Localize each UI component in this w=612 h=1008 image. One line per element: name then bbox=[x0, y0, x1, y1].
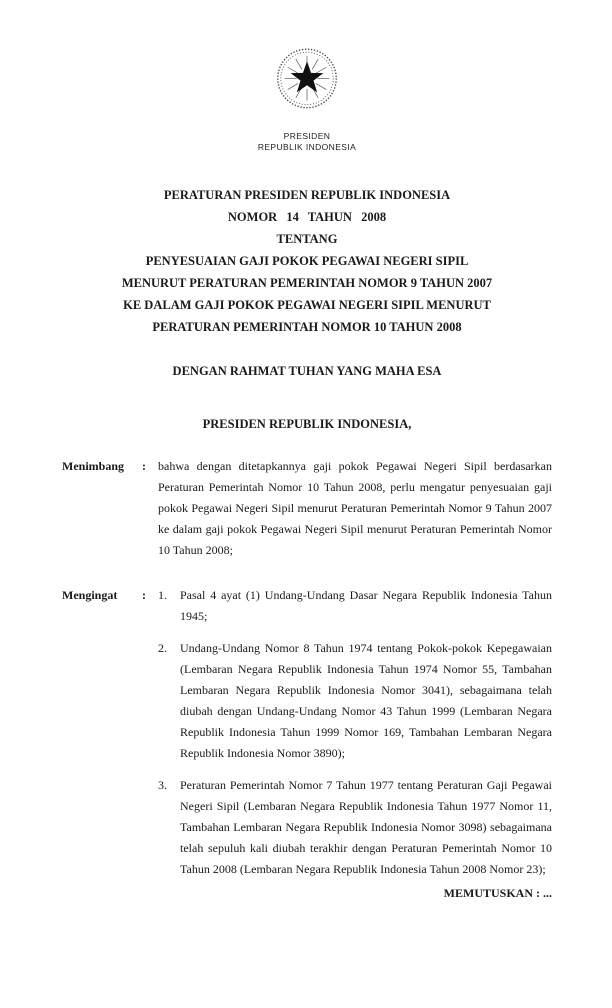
title-line-subject-2: MENURUT PERATURAN PEMERINTAH NOMOR 9 TAHUN 2007 bbox=[121, 275, 493, 290]
invocation-line: DENGAN RAHMAT TUHAN YANG MAHA ESA bbox=[172, 363, 442, 378]
mengingat-item-1-text: Pasal 4 ayat (1) Undang-Undang Dasar Negara Republik Indonesia Tahun 1945; bbox=[180, 587, 552, 623]
menimbang-text: bahwa dengan ditetapkannya gaji pokok Pegawai Negeri Sipil berdasarkan Peraturan Pemerintah Nomor 10 Tahun 2008, perlu mengatur penyesuaian gaji pokok Pegawai Negeri Sipil menurut Peraturan Pemerintah Nomor 9 Tahun 2007 ke dalam gaji pokok Pegawai Negeri Sipil menurut Peraturan Pemerintah Nomor 10 Tahun 2008; bbox=[158, 458, 552, 557]
title-line-subject-4: PERATURAN PEMERINTAH NOMOR 10 TAHUN 2008 bbox=[152, 319, 462, 334]
mengingat-item-2 bbox=[158, 638, 552, 764]
mengingat-label: Mengingat bbox=[62, 587, 118, 602]
title-line-subject-1: PENYESUAIAN GAJI POKOK PEGAWAI NEGERI SIPIL bbox=[145, 253, 469, 268]
mengingat-item-3-text: Peraturan Pemerintah Nomor 7 Tahun 1977 tentang Peraturan Gaji Pegawai Negeri Sipil (Lembaran Negara Republik Indonesia Tahun 1977 Nomor 11, Tambahan Lembaran Negara Republik Indonesia Nomor 3098) sebagaimana telah sepuluh kali diubah terakhir dengan Peraturan Pemerintah Nomor 10 Tahun 2008 (Lembaran Negara Republik Indonesia Tahun 2008 Nomor 23); bbox=[180, 777, 552, 876]
mengingat-item-3 bbox=[158, 775, 552, 880]
mengingat-item-1 bbox=[158, 585, 552, 627]
mengingat-item-2-text: Undang-Undang Nomor 8 Tahun 1974 tentang Pokok-pokok Kepegawaian (Lembaran Negara Republik Indonesia Tahun 1974 Nomor 55, Tambahan Lembaran Negara Republik Indonesia Nomor 3041), sebagaimana telah diubah dengan Undang-Undang Nomor 43 Tahun 1999 (Lembaran Negara Republik Indonesia Tahun 1999 Nomor 169, Tambahan Lembaran Negara Republik Indonesia Nomor 3890); bbox=[180, 640, 552, 760]
letterhead-presiden: PRESIDEN bbox=[283, 131, 331, 141]
mengingat-item-1-number: 1. bbox=[158, 587, 167, 602]
letterhead-republik-indonesia: REPUBLIK INDONESIA bbox=[257, 142, 357, 153]
menimbang-section bbox=[62, 456, 552, 561]
memutuskan-catchline: MEMUTUSKAN : ... bbox=[443, 885, 552, 900]
menimbang-colon: : bbox=[142, 458, 146, 473]
title-line-regulation: PERATURAN PRESIDEN REPUBLIK INDONESIA bbox=[163, 187, 451, 202]
menimbang-label: Menimbang bbox=[62, 458, 125, 473]
mengingat-list bbox=[158, 585, 552, 880]
title-line-number: NOMOR 14 TAHUN 2008 bbox=[227, 209, 387, 224]
mengingat-colon: : bbox=[142, 587, 146, 602]
issuer-line: PRESIDEN REPUBLIK INDONESIA, bbox=[202, 416, 412, 431]
regulation-title-block bbox=[62, 184, 552, 338]
mengingat-item-2-number: 2. bbox=[158, 640, 167, 655]
title-line-subject-3: KE DALAM GAJI POKOK PEGAWAI NEGERI SIPIL MENURUT bbox=[123, 297, 491, 312]
presidential-seal-icon bbox=[62, 38, 552, 129]
title-line-tentang: TENTANG bbox=[276, 231, 338, 246]
letterhead bbox=[62, 131, 552, 154]
mengingat-item-3-number: 3. bbox=[158, 777, 167, 792]
mengingat-section bbox=[62, 585, 552, 880]
